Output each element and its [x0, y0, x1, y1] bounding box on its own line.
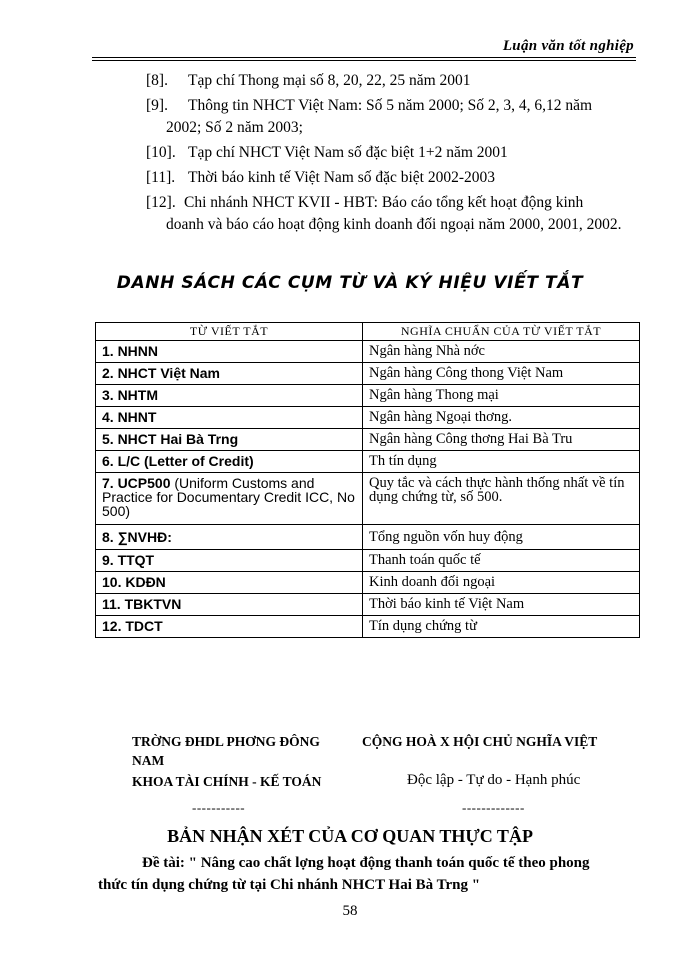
abbr-cell: 4. NHNT: [96, 407, 363, 429]
report-title: BẢN NHẬN XÉT CỦA CƠ QUAN THỰC TẬP: [167, 826, 533, 846]
abbr-cell: 9. TTQT: [96, 550, 363, 572]
section-title: DANH SÁCH CÁC CỤM TỪ VÀ KÝ HIỆU VIẾT TẮT: [116, 273, 584, 293]
reference-item: [146, 167, 636, 189]
table-header-row: [96, 323, 640, 341]
national-title: CỘNG HOÀ X HỘI CHỦ NGHĨA VIỆT: [362, 734, 598, 749]
meaning-cell: Ngân hàng Ngoại thơng.: [363, 407, 640, 429]
reference-text: Thời báo kinh tế Việt Nam số đặc biệt 2002-2003: [188, 169, 496, 186]
meaning-cell: Th tín dụng: [363, 451, 640, 473]
reference-list: [146, 70, 636, 239]
abbr-cell: 2. NHCT Việt Nam: [96, 363, 363, 385]
abbr-bold: 7. UCP500: [102, 475, 171, 491]
abbr-cell: 10. KDĐN: [96, 572, 363, 594]
meaning-cell: Tín dụng chứng từ: [363, 616, 640, 638]
meaning-cell: Ngân hàng Thong mại: [363, 385, 640, 407]
meaning-cell: Ngân hàng Công thơng Hai Bà Tru: [363, 429, 640, 451]
reference-text: Tạp chí Thong mại số 8, 20, 22, 25 năm 2001: [188, 72, 471, 89]
abbr-cell: 12. TDCT: [96, 616, 363, 638]
meaning-cell: Quy tắc và cách thực hành thống nhất về tín dụng chứng từ, số 500.: [363, 473, 640, 525]
abbreviation-table: [95, 322, 640, 638]
reference-text-cont: 2002; Số 2 năm 2003;: [166, 119, 303, 136]
national-motto: Độc lập - Tự do - Hạnh phúc: [407, 772, 581, 788]
table-row: [96, 451, 640, 473]
table-row: [96, 363, 640, 385]
page-number: 58: [342, 903, 358, 919]
reference-number: [12].: [146, 194, 176, 211]
faculty-name: KHOA TÀI CHÍNH - KẾ TOÁN: [132, 774, 322, 789]
abbr-cell: 5. NHCT Hai Bà Trng: [96, 429, 363, 451]
table-row: [96, 525, 640, 550]
table-row: [96, 429, 640, 451]
column-header-meaning: NGHĨA CHUẨN CỦA TỪ VIẾT TẮT: [363, 323, 640, 341]
abbr-rest: (Uniform Customs and Practice for Documentary Credit ICC, No 500): [102, 475, 355, 519]
reference-number: [10].: [146, 144, 176, 161]
table-row: [96, 341, 640, 363]
school-name-line1: TRỜNG ĐHDL PHƠNG ĐÔNG: [132, 734, 320, 749]
abbr-cell: 6. L/C (Letter of Credit): [96, 451, 363, 473]
divider-right: -------------: [462, 800, 525, 815]
header-rule: [92, 57, 636, 61]
school-name-line2: NAM: [132, 753, 165, 768]
reference-text: Chi nhánh NHCT KVII - HBT: Báo cáo tổng kết hoạt động kinh: [184, 194, 584, 211]
reference-item: [146, 95, 636, 139]
table-row: [96, 550, 640, 572]
reference-text: Tạp chí NHCT Việt Nam số đặc biệt 1+2 năm 2001: [188, 144, 508, 161]
meaning-cell: Ngân hàng Công thong Việt Nam: [363, 363, 640, 385]
divider-left: -----------: [192, 800, 246, 815]
reference-number: [8].: [146, 72, 168, 89]
abbr-cell: 3. NHTM: [96, 385, 363, 407]
running-header-title: Luận văn tốt nghiệp: [502, 38, 634, 54]
abbr-cell: 1. NHNN: [96, 341, 363, 363]
reference-number: [9].: [146, 97, 168, 114]
reference-item: [146, 192, 636, 236]
table-row: [96, 407, 640, 429]
column-header-abbr: TỪ VIẾT TẮT: [96, 323, 363, 341]
meaning-cell: Tổng nguồn vốn huy động: [363, 525, 640, 550]
table-row: [96, 616, 640, 638]
meaning-cell: Ngân hàng Nhà nớc: [363, 341, 640, 363]
meaning-cell: Thời báo kinh tế Việt Nam: [363, 594, 640, 616]
meaning-cell: Thanh toán quốc tế: [363, 550, 640, 572]
abbr-cell: 11. TBKTVN: [96, 594, 363, 616]
reference-text: Thông tin NHCT Việt Nam: Số 5 năm 2000; Số 2, 3, 4, 6,12 năm: [188, 97, 593, 114]
reference-number: [11].: [146, 169, 176, 186]
school-name: [132, 732, 347, 770]
table-row: [96, 572, 640, 594]
meaning-cell: Kinh doanh đối ngoại: [363, 572, 640, 594]
table-row: [96, 385, 640, 407]
reference-item: [146, 70, 636, 92]
abbr-cell: 8. ∑NVHĐ:: [96, 525, 363, 550]
abbr-cell: [96, 473, 363, 525]
table-row: [96, 594, 640, 616]
table-row: [96, 473, 640, 525]
thesis-topic: Đề tài: " Nâng cao chất lợng hoạt động thanh toán quốc tế theo phong thức tín dụng chứng từ tại Chi nhánh NHCT Hai Bà Trng ": [98, 855, 590, 893]
reference-item: [146, 142, 636, 164]
reference-text-cont: doanh và báo cáo hoạt động kinh doanh đối ngoại năm 2000, 2001, 2002.: [166, 216, 622, 233]
